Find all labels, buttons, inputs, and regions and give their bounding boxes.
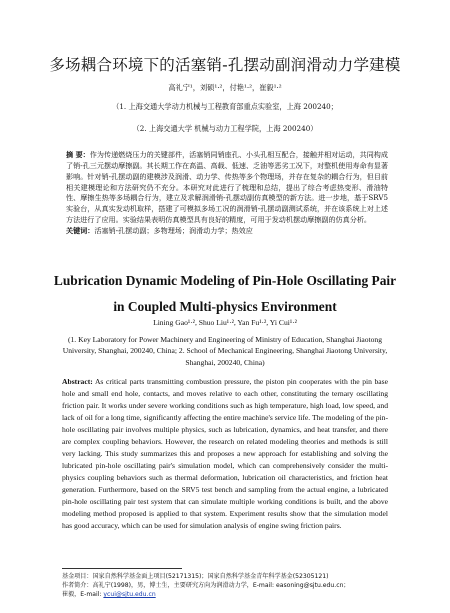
cn-affiliation-2: （2. 上海交通大学 机械与动力工程学院，上海 200240）	[132, 124, 318, 133]
footnote-author-info: 作者简介：高礼宁(1998)，男，博士生，主要研究方向为润滑动力学，E-mail: easoning@sjtu.edu.cn；	[62, 582, 350, 590]
cn-abstract-label: 摘 要：	[66, 150, 90, 159]
footnotes	[62, 572, 402, 600]
en-authors: Lining Gao¹·², Shuo Liu¹·², Yan Fu¹·², Yi Cui¹·²	[153, 318, 297, 327]
en-title-line-1: Lubrication Dynamic Modeling of Pin-Hole Oscillating Pair	[53, 273, 397, 288]
en-abstract-label: Abstract:	[62, 377, 93, 386]
en-abstract-text: As critical parts transmitting combustion pressure, the piston pin cooperates with the pin base hole and small end hole, contacts, and moves relative to each other, constituting the ternary oscillating friction pair. It works under severe working conditions such as high temperature, high load, low speed, and lack of oil for a long time, significantly affecting the entire machine's service life. The modeling of the pin-hole oscillating pair involves multiple physics, such as lubrication, dynamics, and heat transfer, and there are complex coupling behaviors. However, the research on related modeling theories and methods is still very lacking. This study summarizes this and proposes a new approach for establishing and solving the lubricated pin-hole oscillating pair's simulation model, which can comprehensively consider the multi-physics coupling behaviors such as thermal deformation, lubrication oil characteristics, and friction heat generation. Furthermore, based on the SRV5 test bench and sampling from the actual engine, a lubricated pin-hole oscillating pair test system that can simulate multiple working conditions is built, and the above modeling method proposed is applied to that system. Experiment results show that the simulation model has good accuracy, which can be used for simulation analysis of engine swing friction pairs.	[62, 377, 388, 530]
cn-affiliation-1: （1. 上海交通大学动力机械与工程教育部重点实验室，上海 200240；	[112, 102, 338, 111]
cn-abstract-text: 作为传递燃烧压力的关键部件，活塞销同销座孔、小头孔相互配合，接触并相对运动，共同构成了销-孔三元摆动摩擦副。其长期工作在高温、高载、低速、乏油等恶劣工况下，对整机使用寿命有显著影响。针对销-孔摆动副的建模涉及润滑、动力学、传热等多个物理场，并存在复杂的耦合行为，但目前相关建模理论和方法研究仍不充分。本研究对此进行了梳理和总结，提出了综合考虑热变形、滑油特性、摩擦生热等多场耦合行为，建立及求解润滑销-孔摆动副仿真模型的新方法。进一步地，基于SRV5实验台，从真实发动机取样，搭建了可模拟多场工况的润滑销-孔摆动副测试系统，并在该系统上对上述方法进行了应用。实验结果表明仿真模型具有良好的精度，可用于发动机摆动摩擦副的仿真分析。	[66, 150, 388, 225]
en-abstract	[62, 376, 388, 532]
footnote-divider	[62, 568, 182, 569]
cn-keywords-text: 活塞销-孔摆动副；多物理场；润滑动力学；热效应	[94, 226, 253, 235]
footnote-fund: 基金项目：国家自然科学基金面上项目(52171315)；国家自然科学基金青年科学基金(52305121)	[62, 573, 329, 580]
en-affiliation: (1. Key Laboratory for Power Machinery and Engineering of Ministry of Education, Shanghai Jiaotong University, Shanghai, 200240, China; 2. School of Mechanical Engineering, Shanghai Jiaotong University, Shanghai, 200240, China)	[62, 335, 388, 367]
corresponding-prefix: 崔毅，E-mail:	[62, 591, 104, 599]
cn-keywords	[66, 226, 388, 236]
corresponding-email-link[interactable]: ycui@sjtu.edu.cn	[103, 591, 156, 599]
cn-keywords-label: 关键词：	[66, 226, 95, 235]
en-title-line-2: in Coupled Multi-physics Environment	[113, 299, 337, 314]
cn-title: 多场耦合环境下的活塞销-孔摆动副润滑动力学建模	[49, 56, 401, 74]
footnote-corresponding	[62, 590, 402, 599]
cn-abstract	[66, 150, 388, 226]
cn-authors: 高礼宁¹，刘硕¹·²，付艳¹·²，崔毅¹·²	[168, 83, 282, 92]
